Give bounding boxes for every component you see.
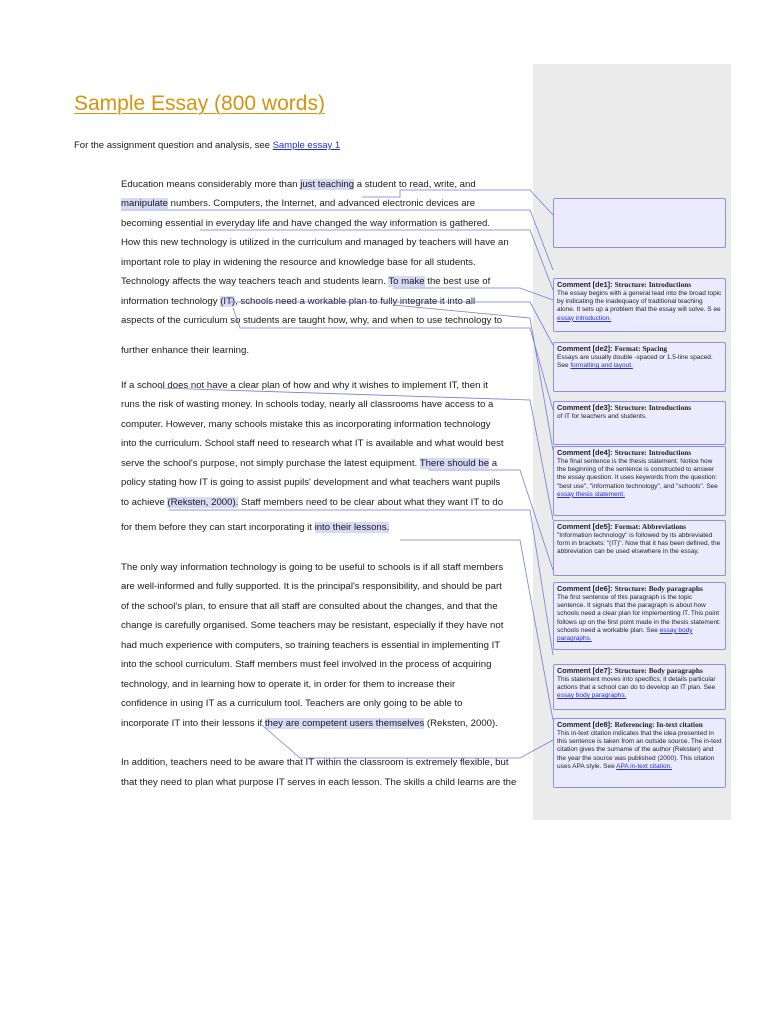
p2-line1: If a school does not have a clear plan of how and why it wishes to implement IT, then it — [121, 380, 488, 391]
comment-highlight[interactable]: manipulate — [121, 198, 168, 209]
comment-de1[interactable]: Comment [de1]: Structure: Introductions The essay begins with a general lead into the broad topic by indicating the inadequacy of traditional teaching alone. It sets up a problem that the essay will solve. S ee essay introduction. — [553, 278, 726, 332]
leader-line — [228, 302, 553, 345]
p3-line4: change is carefully organised. Some teachers may be resistant, especially if they have not — [121, 620, 504, 631]
comment-highlight[interactable]: There should be — [419, 458, 490, 469]
comment-de7-link[interactable]: essay body paragraphs. — [557, 692, 627, 700]
comment-de4[interactable]: Comment [de4]: Structure: Introductions The final sentence is the thesis statement. Notice how the beginning of the sentence is constructed to answer the essay question. It uses keywords from the question: "best use", "information technology", and "schools". See essay thesis statement. — [553, 446, 726, 516]
leader-line — [262, 725, 553, 758]
leader-line — [160, 388, 553, 520]
p2-line8: for them before they can start incorporating it into their lessons. — [121, 522, 390, 533]
comment-de7[interactable]: Comment [de7]: Structure: Body paragraphs This statement moves into specifics; it details particular actions that a school can do to develop an IT plan. See essay body paragraphs. — [553, 664, 726, 710]
p4-line2: that they need to plan what purpose IT serves in each lesson. The skills a child learns are the — [121, 777, 517, 788]
leader-line — [121, 210, 553, 270]
comment-de3[interactable]: Comment [de3]: Structure: Introductions of IT for teachers and students. — [553, 401, 726, 445]
comment-highlight[interactable]: into their lessons. — [314, 522, 390, 533]
p3-line7: technology, and in learning how to operate it, in order for them to increase their — [121, 679, 456, 690]
p3-line1: The only way information technology is going to be useful to schools is if all staff members — [121, 562, 504, 573]
p3-line6: into the school curriculum. Staff members must feel involved in the process of acquiring — [121, 659, 492, 670]
p1-line8: aspects of the curriculum so students are taught how, why, and when to use technology to — [121, 315, 503, 326]
p3-line5: had much experience with computers, so training teachers is essential in implementing IT — [121, 640, 501, 651]
leader-line — [428, 470, 553, 570]
comment-highlight[interactable]: (IT) — [220, 296, 236, 307]
comment-de2-link[interactable]: formatting and layout. — [570, 362, 633, 370]
p2-line2: runs the risk of wasting money. In schools today, nearly all classrooms have access to a — [121, 399, 494, 410]
comment-de4-link[interactable]: essay thesis statement. — [557, 490, 625, 498]
p2-line3: computer. However, many schools mistake this as incorporating information technology — [121, 419, 491, 430]
leader-line — [362, 190, 553, 215]
leader-line — [233, 308, 553, 410]
comment-placeholder — [553, 198, 726, 248]
p3-line2: are well-informed and fully supported. It is the principal's responsibility, and should be part — [121, 581, 502, 592]
comment-de5[interactable]: Comment [de5]: Format: Abbreviations "Information technology" is followed by its abbreviated form in brackets: "(IT)". Now that it has been defined, the abbreviation can be used elsewhere in the essay. — [553, 520, 726, 576]
p3-line3: of the school's plan, to ensure that all staff are consulted about the changes, and that the — [121, 601, 498, 612]
leader-line — [393, 305, 553, 450]
leader-line — [393, 288, 553, 300]
leader-line — [200, 230, 553, 290]
comment-de6[interactable]: Comment [de6]: Structure: Body paragraphs The first sentence of this paragraph is the topic sentence. It signals that the paragraph is about how schools need a clear plan for implementing IT. This point follows up on the first point made in the thesis statement: schools need a workable plan. See essay body paragraphs. — [553, 582, 726, 650]
comment-de8[interactable]: Comment [de8]: Referencing: In-text citation This in-text citation indicates that the idea presented in this sentence is taken from an outside source. The in-text citation gives the surname of the author (Reksten) and the year the source was published (2000). This citation uses APA style. See APA in-text citation. — [553, 718, 726, 788]
leader-line — [400, 540, 553, 720]
link-sample-essay-1[interactable]: Sample essay 1 — [272, 140, 341, 151]
comment-highlight[interactable]: (Reksten, 2000). — [167, 497, 239, 508]
p1-line9: further enhance their learning. — [121, 345, 249, 356]
p2-line6: policy stating how IT is going to assist pupils' development and what teachers want pupils — [121, 477, 501, 488]
p2-line4: into the curriculum. School staff need to research what IT is available and what would best — [121, 438, 504, 449]
p2-line7: to achieve (Reksten, 2000). Staff members need to be clear about what they want IT to do — [121, 497, 504, 508]
comment-de2[interactable]: Comment [de2]: Format: Spacing Essays are usually double -spaced or 1.5-line spaced. See formatting and layout. — [553, 342, 726, 392]
p1-line7: information technology (IT), schools need a workable plan to fully integrate it into all — [121, 296, 476, 307]
p1-line5: important role to play in widening the resource and knowledge base for all students. — [121, 257, 476, 268]
comment-de8-link[interactable]: APA in-text citation. — [616, 762, 673, 770]
p2-line5: serve the school's purpose, not simply purchase the latest equipment. There should be a — [121, 458, 498, 469]
intro-text: For the assignment question and analysis, see Sample essay 1 — [74, 140, 341, 151]
comment-highlight[interactable]: just teaching — [300, 179, 355, 190]
page-title: Sample Essay (800 words) — [74, 92, 325, 115]
p4-line1: In addition, teachers need to be aware that IT within the classroom is extremely flexible, but — [121, 757, 509, 768]
comment-highlight[interactable]: they are competent users themselves — [264, 718, 425, 729]
p1-line2: manipulate numbers. Computers, the Internet, and advanced electronic devices are — [121, 198, 476, 209]
p1-line6: Technology affects the way teachers teach and students learn. To make the best use of — [121, 276, 491, 287]
comment-highlight[interactable]: To make — [388, 276, 425, 287]
p1-line4: How this new technology is utilized in the curriculum and managed by teachers will have an — [121, 237, 509, 248]
p1-line1: Education means considerably more than just teaching a student to read, write, and — [121, 179, 476, 190]
p3-line8: confidence in using IT as a curriculum tool. Teachers are only going to be able to — [121, 698, 463, 709]
leader-line — [169, 510, 553, 655]
p3-line9: incorporate IT into their lessons if they are competent users themselves (Reksten, 2000). — [121, 718, 498, 729]
p1-line3: becoming essential in everyday life and have changed the way information is gathered. — [121, 218, 491, 229]
comment-de6-link[interactable]: essay body paragraphs. — [557, 626, 693, 643]
comment-de1-link[interactable]: essay introduction. — [557, 314, 612, 322]
